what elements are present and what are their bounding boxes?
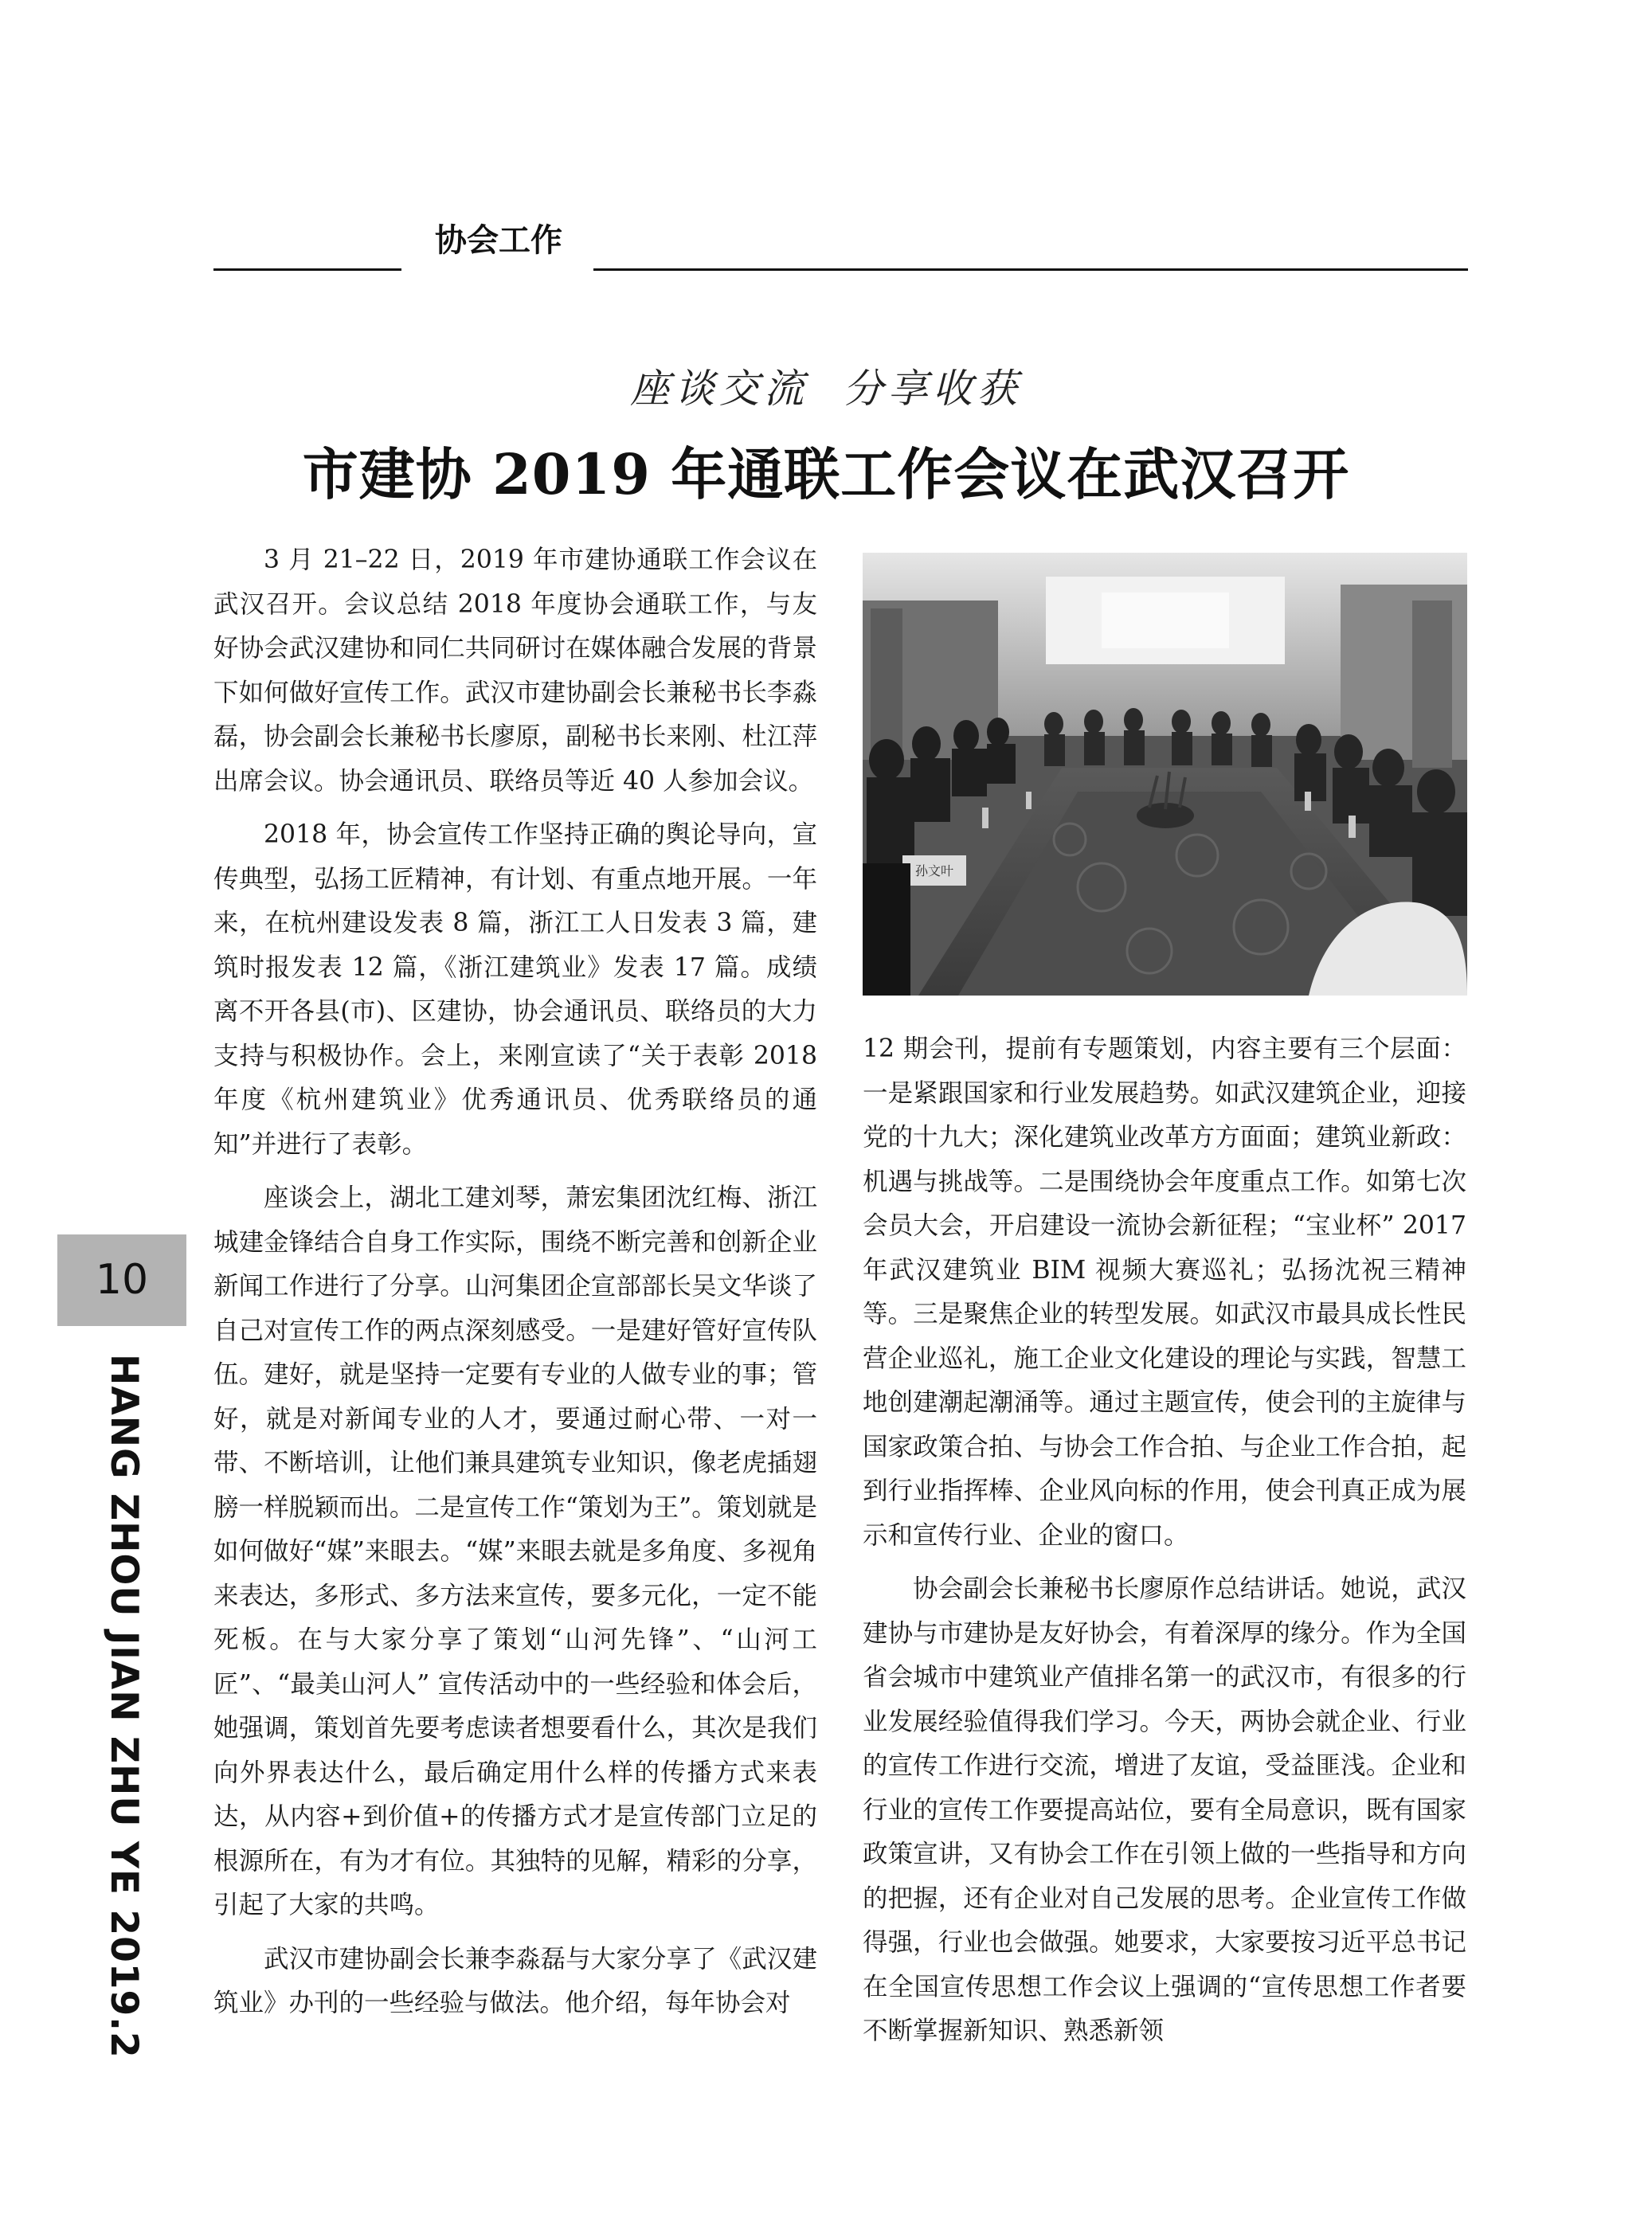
paragraph: 3 月 21–22 日，2019 年市建协通联工作会议在武汉召开。会议总结 2018 年度协会通联工作，与友好协会武汉建协和同仁共同研讨在媒体融合发展的背景下如何做好宣传工作。武汉市建协副会长兼秘书长李淼磊，协会副会长兼秘书长廖原，副秘书长来刚、杜江萍出席会议。协会通讯员、联络员等近 40 人参加会议。	[213, 546, 817, 796]
paragraph: 武汉市建协副会长兼李淼磊与大家分享了《武汉建筑业》办刊的一些经验与做法。他介绍，每年协会对	[213, 1944, 817, 2017]
paragraph: 协会副会长兼秘书长廖原作总结讲话。她说，武汉建协与市建协是友好协会，有着深厚的缘分。作为全国省会城市中建筑业产值排名第一的武汉市，有很多的行业发展经验值得我们学习。今天，两协会就企业、行业的宣传工作进行交流，增进了友谊，受益匪浅。企业和行业的宣传工作要提高站位，要有全局意识，既有国家政策宣讲，又有协会工作在引领上做的一些指导和方向的把握，还有企业对自己发展的思考。企业宣传工作做得强，行业也会做强。她要求，大家要按习近平总书记在全国宣传思想工作会议上强调的“宣传思想工作者要不断掌握新知识、熟悉新领	[863, 1575, 1466, 2045]
article-kicker: 座谈交流 分享收获	[630, 366, 1022, 412]
paragraph: 2018 年，协会宣传工作坚持正确的舆论导向，宣传典型，弘扬工匠精神，有计划、有重点地开展。一年来，在杭州建设发表 8 篇，浙江工人日发表 3 篇，建筑时报发表 12 篇，《浙江建筑业》发表 17 篇。成绩离不开各县(市)、区建协，协会通讯员、联络员的大力支持与积极协作。会上，来刚宣读了“关于表彰 2018 年度《杭州建筑业》优秀通讯员、优秀联络员的通知”并进行了表彰。	[213, 820, 817, 1159]
magazine-name: HANG ZHOU JIAN ZHU YE 2019.2	[102, 1354, 146, 2059]
header-rule-left	[213, 268, 401, 271]
meeting-photo	[863, 553, 1467, 996]
nameplate-text: 孙文叶	[914, 863, 954, 878]
paragraph: 座谈会上，湖北工建刘琴，萧宏集团沈红梅、浙江城建金锋结合自身工作实际，围绕不断完善和创新企业新闻工作进行了分享。山河集团企宣部部长吴文华谈了自己对宣传工作的两点深刻感受。一是建好管好宣传队伍。建好，就是坚持一定要有专业的人做专业的事；管好，就是对新闻专业的人才，要通过耐心带、一对一带、不断培训，让他们兼具建筑专业知识，像老虎插翅膀一样脱颖而出。二是宣传工作“策划为王”。策划就是如何做好“媒”来眼去。“媒”来眼去就是多角度、多视角来表达，多形式、多方法来宣传，要多元化，一定不能死板。在与大家分享了策划“山河先锋”、“山河工匠”、“最美山河人” 宣传活动中的一些经验和体会后，她强调，策划首先要考虑读者想要看什么，其次是我们向外界表达什么，最后确定用什么样的传播方式来表达，从内容+到价值+的传播方式才是宣传部门立足的根源所在，有为才有位。其独特的见解，精彩的分享，引起了大家的共鸣。	[213, 1183, 817, 1919]
right-column	[863, 1027, 1466, 2064]
left-column	[213, 538, 817, 2036]
section-label: 协会工作	[435, 222, 562, 259]
article-headline: 市建协 2019 年通联工作会议在武汉召开	[302, 441, 1350, 507]
paragraph: 12 期会刊，提前有专题策划，内容主要有三个层面：一是紧跟国家和行业发展趋势。如武汉建筑企业，迎接党的十九大；深化建筑业改革方方面面；建筑业新政：机遇与挑战等。二是围绕协会年度重点工作。如第七次会员大会，开启建设一流协会新征程；“宝业杯” 2017 年武汉建筑业 BIM 视频大赛巡礼；弘扬沈祝三精神等。三是聚焦企业的转型发展。如武汉市最具成长性民营企业巡礼，施工企业文化建设的理论与实践，智慧工地创建潮起潮涌等。通过主题宣传，使会刊的主旋律与国家政策合拍、与协会工作合拍、与企业工作合拍，起到行业指挥棒、企业风向标的作用，使会刊真正成为展示和宣传行业、企业的窗口。	[863, 1035, 1466, 1550]
page-number: 10	[57, 1234, 186, 1326]
meeting-photo-drawing	[863, 553, 1467, 996]
header-rule-right	[593, 268, 1468, 271]
